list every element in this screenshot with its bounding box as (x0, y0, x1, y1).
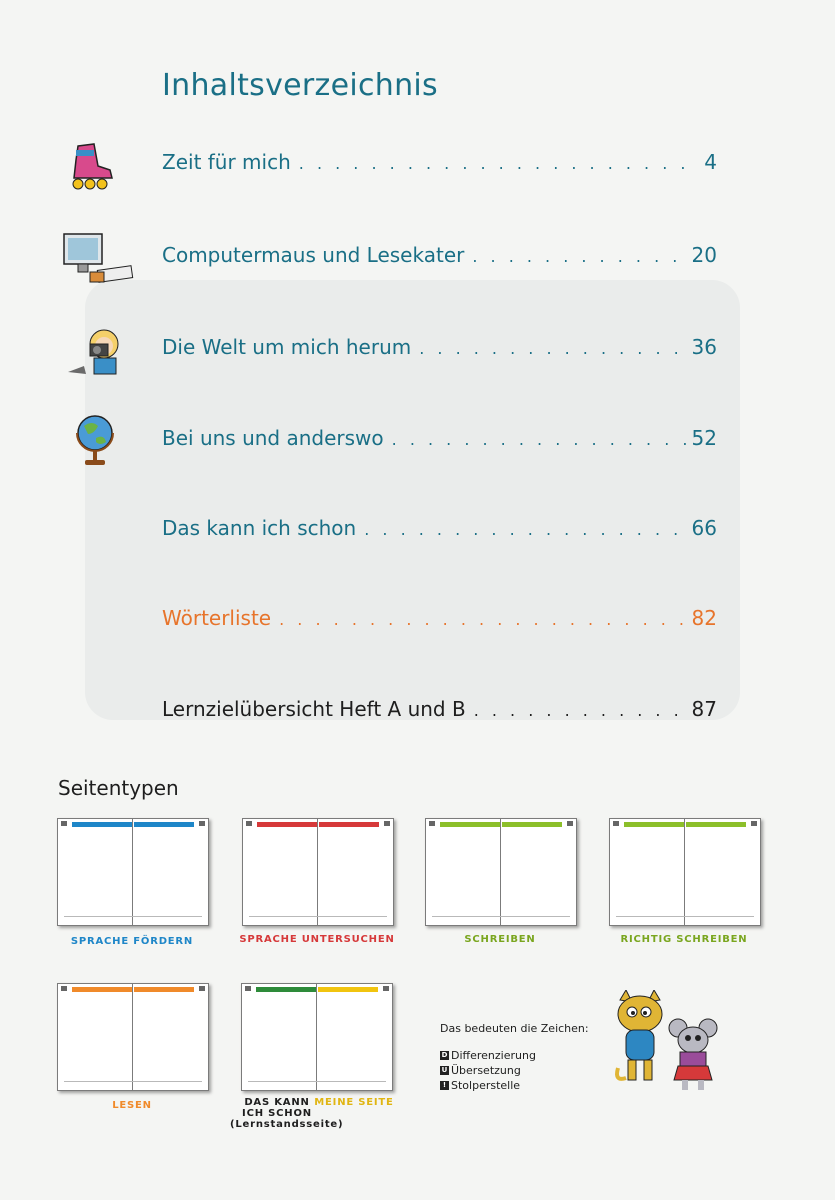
toc-page-number: 20 (691, 243, 717, 267)
toc-entry[interactable] (162, 606, 717, 636)
page-type-thumbnail (242, 818, 394, 926)
symbol-legend (440, 1022, 589, 1092)
legend-key: Ü (441, 1066, 448, 1074)
toc-label: Wörterliste (162, 606, 272, 630)
globe-icon (74, 412, 116, 470)
page-types-heading: Seitentypen (58, 776, 179, 800)
page-type-caption: LESEN (112, 1100, 152, 1111)
page-type-thumbnail (57, 983, 209, 1091)
toc-entry[interactable] (162, 243, 717, 273)
legend-label: Stolperstelle (451, 1079, 521, 1092)
page-type-thumbnail (609, 818, 761, 926)
leader-dots (419, 339, 687, 358)
page-type-caption: SPRACHE UNTERSUCHEN (239, 934, 395, 945)
caption-das-kann-ich-schon: DAS KANN ICH SCHON (242, 1097, 312, 1119)
page-type-thumbnail (57, 818, 209, 926)
toc-page-number: 36 (691, 335, 717, 359)
leader-dots (299, 154, 700, 173)
toc-page-number: 4 (704, 150, 717, 174)
leader-dots (474, 701, 688, 720)
page-type-thumbnail (425, 818, 577, 926)
page-type-caption (230, 1097, 344, 1130)
leader-dots (364, 520, 687, 539)
toc-page-number: 66 (691, 516, 717, 540)
inline-skate-icon (64, 140, 120, 192)
toc-entry[interactable] (162, 697, 717, 727)
leader-dots (472, 247, 687, 266)
toc-label: Lernzielübersicht Heft A und B (162, 697, 466, 721)
girl-camera-icon (64, 322, 136, 378)
toc-entry[interactable] (162, 516, 717, 546)
leader-dots (279, 610, 687, 629)
toc-page-number: 82 (691, 606, 717, 630)
toc-label: Bei uns und anderswo (162, 426, 384, 450)
page-title: Inhaltsverzeichnis (162, 68, 438, 103)
toc-label: Zeit für mich (162, 150, 291, 174)
page-type-caption: SCHREIBEN (464, 934, 536, 945)
toc-label: Die Welt um mich herum (162, 335, 412, 359)
toc-entry[interactable] (162, 150, 717, 180)
toc-label: Computermaus und Lesekater (162, 243, 465, 267)
legend-key: ! (440, 1081, 449, 1090)
page-type-caption: SPRACHE FÖRDERN (70, 936, 194, 947)
toc-page-number: 52 (691, 426, 717, 450)
toc-page-number: 87 (691, 697, 717, 721)
leader-dots (392, 430, 688, 449)
toc-label: Das kann ich schon (162, 516, 357, 540)
computer-icon (60, 230, 138, 288)
page-type-thumbnail (241, 983, 393, 1091)
legend-heading: Das bedeuten die Zeichen: (440, 1022, 589, 1035)
page-type-caption: RICHTIG SCHREIBEN (620, 934, 748, 945)
toc-entry[interactable] (162, 335, 717, 365)
legend-item (440, 1064, 589, 1077)
caption-lernstandsseite: (Lernstandsseite) (230, 1119, 344, 1130)
legend-label: Differenzierung (451, 1049, 536, 1062)
page-type-caption-meine-seite: MEINE SEITE (314, 1097, 394, 1108)
legend-label: Übersetzung (451, 1064, 521, 1077)
mouse-icon (664, 1018, 726, 1092)
legend-key: D (441, 1051, 448, 1059)
legend-item (440, 1079, 589, 1092)
toc-entry[interactable] (162, 426, 717, 456)
legend-item (440, 1049, 589, 1062)
